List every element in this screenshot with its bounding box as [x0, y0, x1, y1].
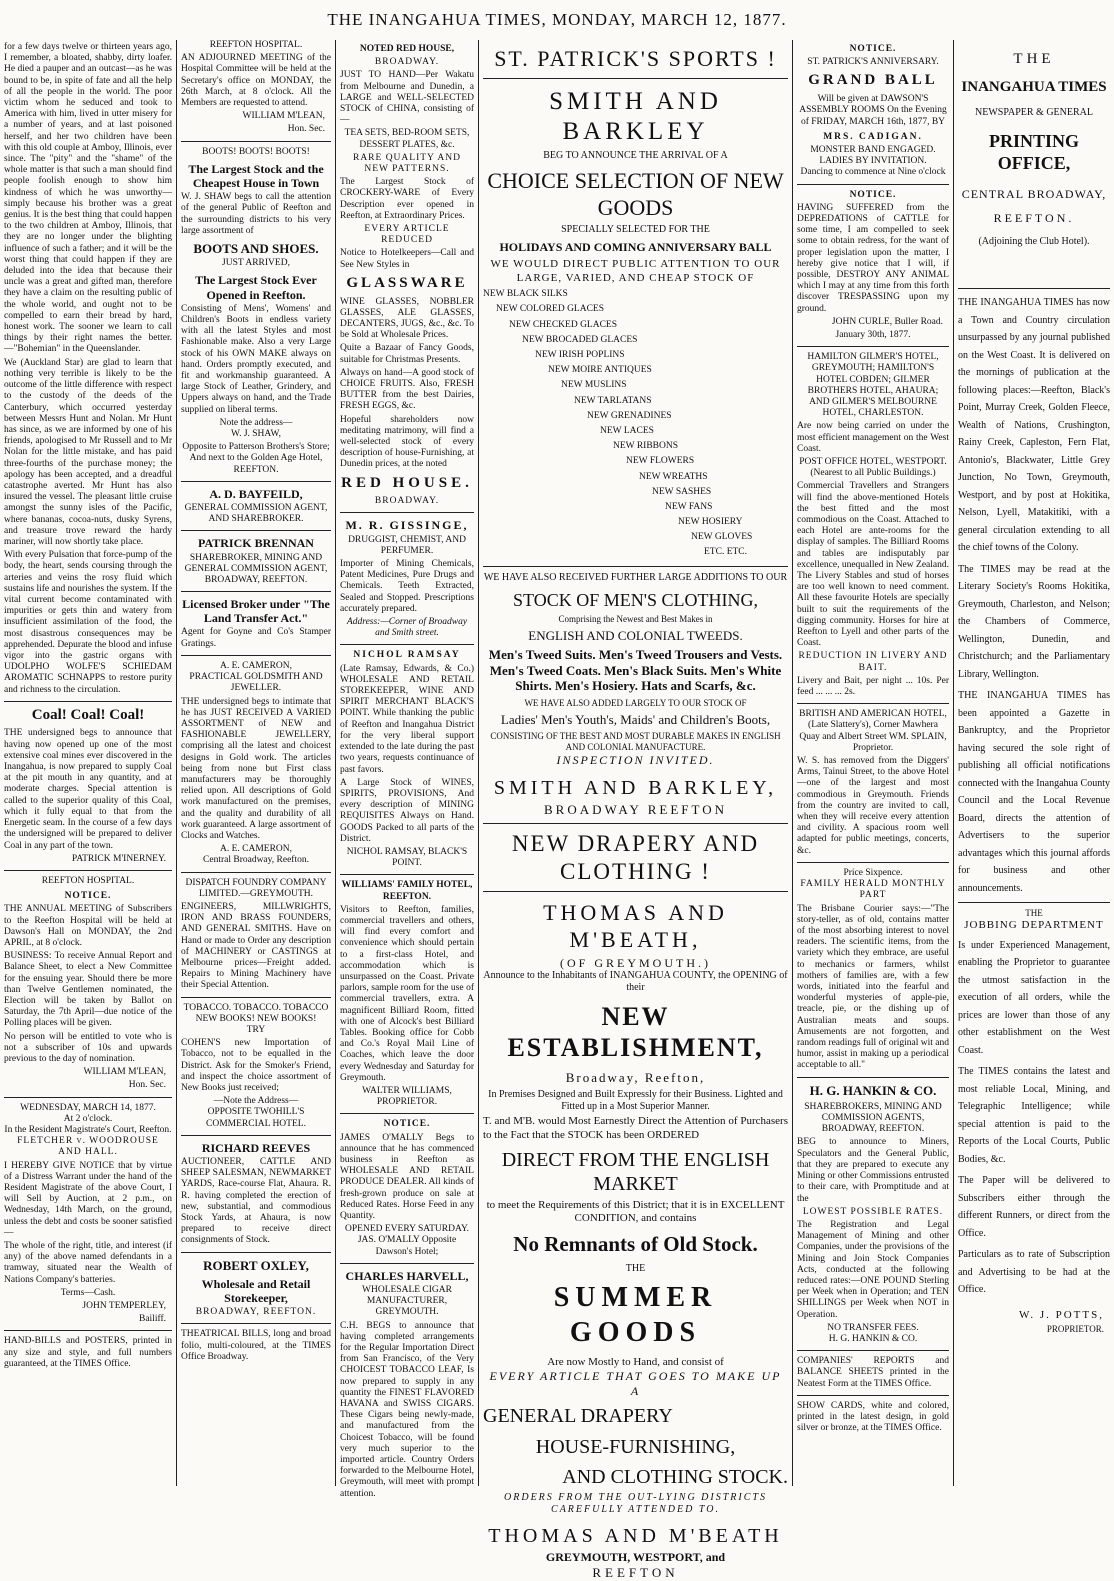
divider — [797, 1395, 949, 1396]
ad-text: A Large Stock of WINES, SPIRITS, PROVISIONS, And every description of MINING REQUISITES Always on Hand. GOODS Packed to all parts of the District. — [340, 777, 474, 844]
goods-list-item: NEW BROCADED GLACES — [522, 334, 638, 345]
date-heading: WEDNESDAY, MARCH 14, 1877. — [20, 1102, 156, 1113]
article-text: for a few days twelve or thirteen years ago, I remember, a bloated, shabby, dirty loafer. He died a pauper and an outcast—as he was bound to be, in spite of fate and all the help of all the people in the world. The poor victim whom he seduced and took to America with him, lived in utter misery for a number of years, and at last poisoned herself, and her two children have been with this old couple at Amboy, Illinois, ever since. The "pity" and the "shame" of the whole matter is that such a man should find people foolish enough to show him kindness of which he was unworthy—simply because his brother was a great genius. It is the best thing that could happen to the two children at Amboy, Illinois, that they are no longer under the blighting influence of such a father; and it will be the worst thing that could happen if they are deluded into the idea that because their uncle was a great and gifted man, therefore they have a claim on the resulting public of the whole world, and ought not to be compelled to earn their bread by hard, honest work. The sooner we learn to call things by their right names the better.—"Bohemian" in the Queenslander. — [4, 42, 172, 355]
ad-heading: NEW BOOKS! NEW BOOKS! — [195, 1013, 317, 1024]
divider — [181, 591, 331, 592]
ad-text: TEA SETS, BED-ROOM SETS, DESSERT PLATES, &c. — [344, 128, 470, 150]
ad-text: BROADWAY, REEFTON. — [195, 1307, 317, 1318]
ad-text: In Premises Designed and Built Expressly for their Business. Lighted and Fitted up in a Most Superior Manner. — [488, 1088, 783, 1113]
goods-list-item: ETC. ETC. — [704, 547, 748, 558]
divider — [797, 346, 949, 347]
ad-text: GENERAL COMMISSION AGENT, AND SHAREBROKER. — [184, 503, 328, 525]
ad-text: WHOLESALE CIGAR MANUFACTURER, GREYMOUTH. — [362, 1284, 452, 1318]
ad-text: JUST ARRIVED, — [222, 258, 290, 269]
article-text: We (Auckland Star) are glad to learn that nothing very terrible is likely to be the outcome of the little difference with respect to the custody of the deeds of the Canterbury, which occurred yesterday between Messrs Hunt and Nolan. Mr Hunt has since, as we are informed by one of his friends, apologised to Mr Russell and to Mr Nolan for the little mistake, and has paid three-fourths of the purchase money; the apology has been accepted, and a dreadful catastrophe averted. Mr Hunt has also insured the vessel. The pleasant little cruise amongst the sunny isles of the Pacific, where bananas, cocoa-nuts, dusky Syrens, and treasure trove reward the hardy mariner, will now shortly take place. — [4, 357, 172, 547]
ad-text: —Note the Address— — [213, 1096, 299, 1107]
ad-text: Notice to Hotelkeepers—Call and See New Styles in — [340, 248, 474, 270]
ad-heading: The Largest Stock Ever Opened in Reefton. — [195, 273, 317, 302]
ad-heading: Coal! Coal! Coal! — [31, 706, 145, 723]
ad-heading: WILLIAMS' FAMILY HOTEL, REEFTON. — [341, 880, 473, 902]
ad-text: RARE QUALITY AND NEW PATTERNS. — [352, 152, 461, 175]
divider — [797, 184, 949, 185]
ad-text: The Registration and Legal Management of Mining and other Companies, under the provisions of the Mining and Join Stock Companies Acts, conducted at the following reduced rates:—ONE POUND Sterling per Week when in Operation; and TEN SHILLINGS per Week when NOT in Operation. — [797, 1219, 949, 1320]
ad-text: EVERY ARTICLE THAT GOES TO MAKE UP A — [489, 1369, 782, 1398]
ad-text: (OF GREYMOUTH.) — [560, 955, 711, 970]
ad-text: THE — [625, 1263, 646, 1275]
ad-text: Note the address— — [219, 417, 293, 428]
ad-heading: Wholesale and Retail Storekeeper, — [201, 1276, 311, 1306]
ad-heading: NEW DRAPERY AND CLOTHING ! — [511, 830, 760, 884]
ad-heading: Licensed Broker under "The Land Transfer Act." — [182, 597, 330, 626]
ad-text: JAMES O'MALLY Begs to announce that he has commenced business in Reefton as WHOLESALE AND RETAIL PRODUCE DEALER. All kinds of fresh-grown produce on sale at Reduced Rates. Horse Feed in any Quantity. — [340, 1132, 474, 1222]
ad-text: W. S. has removed from the Diggers' Arms, Tainui Street, to the above Hotel—one of the largest and most commodious in Greymouth. Friends from the country are invited to call, when they will receive every attention and civility. A spacious room well adapted for public meetings, concerts, &c. — [797, 756, 949, 856]
signature: Hon. Sec. — [287, 124, 325, 135]
ad-heading: GLASSWARE — [346, 274, 468, 291]
divider — [4, 701, 172, 702]
signature: JOHN CURLE, Buller Road. — [831, 316, 943, 327]
ad-text: REEFTON — [592, 1565, 679, 1581]
signature: PROPRIETOR. — [1046, 1323, 1104, 1334]
ad-text: I HEREBY GIVE NOTICE that by virtue of a Distress Warrant under the hand of the Resident Magistrate of the above Court, I will Sell by Auction, at 2 p.m., on Wednesday, 14th March, on the ground, unless the debt and costs be sooner satisfied— — [4, 1160, 172, 1238]
signature: W. J. POTTS, — [1018, 1308, 1104, 1321]
ad-heading: CHARLES HARVELL, — [345, 1268, 469, 1283]
ad-text: REEFTON. — [993, 211, 1075, 226]
ad-text: CENTRAL BROADWAY, — [961, 186, 1107, 201]
divider — [181, 872, 331, 873]
divider — [4, 1330, 172, 1331]
ad-heading: DIRECT FROM THE ENGLISH MARKET — [501, 1149, 770, 1196]
paper-name: THE — [1013, 51, 1055, 67]
ad-text: Will be given at DAWSON'S ASSEMBLY ROOMS On the Evening of FRIDAY, MARCH 16th, 1877, BY — [799, 94, 947, 127]
ad-text: TRY — [246, 1024, 266, 1035]
goods-list-item: NEW RIBBONS — [613, 441, 679, 452]
signature: Hon. Sec. — [128, 1080, 166, 1091]
ad-heading: ENGLISH AND COLONIAL TWEEDS. — [528, 627, 743, 643]
divider — [958, 902, 1110, 903]
divider — [181, 997, 331, 998]
ad-heading: THOMAS AND M'BEATH — [488, 1525, 783, 1547]
ad-text: Comprising the Newest and Best Makes in — [558, 613, 713, 624]
ad-text: EVERY ARTICLE REDUCED — [364, 224, 450, 246]
ad-text: Particulars as to rate of Subscription and Advertising to be had at the Office. — [958, 1249, 1110, 1295]
ad-heading: No Remnants of Old Stock. — [513, 1231, 758, 1256]
goods-list-item: NEW FANS — [665, 501, 713, 512]
ad-heading: FAMILY HERALD MONTHLY PART — [800, 879, 946, 901]
divider — [797, 862, 949, 863]
ad-text: The Brisbane Courier says:—"The story-teller, as of old, contains matter of the most absorbing interest to novel readers. The scientific items, from the variety which they embrace, are useful to mechanics or farmers, whilst mothers of families are, with a few words, initiated into the fearful and wonderful mysteries of apple-pie, treacle, pie, or the dishing up of Australian meats and soups. Amusements are not forgotten, and random readings full of original wit and humor, assist in making up a periodical acceptable to all." — [797, 903, 949, 1071]
divider — [4, 1097, 172, 1098]
ad-text: HAND-BILLS and POSTERS, printed in any size and style, and full numbers guaranteed, at the TIMES Office. — [4, 1336, 172, 1369]
ad-text: In the Resident Magistrate's Court, Reefton. — [4, 1124, 172, 1135]
ad-text: Are now being carried on under the most efficient management on the West Coast. — [797, 421, 949, 454]
ad-text: OPENED EVERY SATURDAY. — [345, 1224, 469, 1235]
ad-heading: CHOICE SELECTION OF NEW GOODS — [487, 168, 784, 220]
goods-list-item: NEW FLOWERS — [626, 456, 695, 467]
divider — [340, 644, 474, 645]
divider — [797, 703, 949, 704]
ad-text: January 30th, 1877. — [835, 329, 911, 340]
divider — [181, 530, 331, 531]
ad-heading: BOOTS AND SHOES. — [193, 240, 319, 256]
ad-text: Are now Mostly to Hand, and consist of — [547, 1355, 724, 1368]
divider — [483, 823, 788, 824]
ad-heading: THOMAS AND M'BEATH, — [543, 899, 728, 952]
ad-heading: M. R. GISSINGE, — [345, 518, 469, 533]
ad-heading: SMITH AND BARKLEY — [549, 87, 722, 146]
ad-heading: H. G. HANKIN & CO. — [809, 1082, 937, 1098]
signature: Bailiff. — [138, 1314, 166, 1325]
ad-text: No person will be entitled to vote who is not a subscriber of 10s and upwards previous to the day of nomination. — [4, 1031, 172, 1064]
column-3 — [336, 40, 478, 1499]
ad-text: THE INANGAHUA TIMES has now a Town and Country circulation unsurpassed by any journal published on the West Coast. It is delivered on the mornings of publication at the following places:—Reefton, Black's Point, Murray Creek, Golden Fleece, Wealth of Nations, Crushington, Rainy Creek, Capleston, Fern Flat, Antonio's, Blackwater, Little Grey Junction, No Town, Greymouth, Westport, and by post at Hokitika, Nelson, Lyell, Matakitiki, with a general circulation extending to all the chief towns of the Colony. — [958, 297, 1110, 554]
ad-heading: STOCK OF MEN'S CLOTHING, — [513, 589, 758, 610]
ad-heading: SUMMER GOODS — [553, 1282, 718, 1348]
masthead: THE INANGAHUA TIMES, MONDAY, MARCH 12, 1877. — [327, 10, 787, 29]
goods-list-item: NEW WREATHS — [639, 471, 708, 482]
signature: W. J. SHAW, — [230, 429, 281, 440]
divider — [181, 481, 331, 482]
ad-text: Price Sixpence. — [843, 867, 903, 878]
ad-heading: BOOTS! BOOTS! BOOTS! — [202, 146, 310, 157]
ad-text: COMPANIES' REPORTS and BALANCE SHEETS printed in the Neatest Form at the TIMES Office. — [797, 1356, 949, 1389]
ad-text: Terms—Cash. — [60, 1287, 116, 1298]
ad-heading: ROBERT OXLEY, — [203, 1257, 309, 1273]
ad-text: AN ADJOURNED MEETING of the Hospital Committee will be held at the Secretary's office on MONDAY, the 26th March, at 8 o'clock. All the Members are requested to attend. — [181, 53, 331, 109]
ad-text: Men's Tweed Suits. Men's Tweed Trousers and Vests. Men's Tweed Coats. Men's Black Suits. Men's White Shirts. Men's Hosiery. Hats and Scarfs, &c. — [488, 646, 783, 694]
ad-heading: REDUCTION IN LIVERY AND BAIT. — [798, 651, 948, 673]
ad-text: Agent for Goyne and Co's Stamper Gratings. — [181, 627, 331, 649]
ad-text: THE — [1025, 908, 1043, 919]
ad-text: At 2 o'clock. — [63, 1113, 113, 1124]
article-text: With every Pulsation that force-pump of the body, the heart, sends coursing through the arteries and veins the rosy fluid which sustains life and nourishes the system. If the vital current become contaminated with impurities or gets thin and watery from insufficient assimilation of the food, the most disastrous consequences may be apprehended. Depurate the blood and infuse vigor into the gastric organs with UDOLPHO WOLFE'S SCHIEDAM AROMATIC SCHNAPPS to restore purity and richness to the circulation. — [4, 550, 172, 695]
ad-text: Livery and Bait, per night ... 10s. Per feed ... ... ... 2s. — [797, 675, 949, 698]
signature: NICHOL RAMSAY, BLACK'S POINT. — [346, 846, 468, 869]
ad-text: BROADWAY REEFTON — [544, 802, 727, 817]
column-2 — [177, 40, 335, 1486]
divider — [181, 141, 331, 142]
ad-heading: JOBBING DEPARTMENT — [964, 919, 1104, 932]
ad-heading: REEFTON HOSPITAL. — [209, 40, 303, 50]
divider — [340, 1113, 474, 1114]
signature: A. E. CAMERON, — [219, 844, 293, 855]
ad-text: GREYMOUTH, WESTPORT, and — [545, 1550, 726, 1565]
ad-heading: A. D. BAYFEILD, — [209, 486, 303, 501]
ad-heading: NOTICE. — [383, 1119, 431, 1130]
divider — [483, 566, 788, 567]
ad-heading: HAMILTON GILMER'S HOTEL, GREYMOUTH; HAMILTON'S HOTEL COBDEN; GILMER BROTHERS HOTEL, AHAURA; AND GILMER'S MELBOURNE HOTEL, CHARLESTON. — [807, 352, 939, 419]
paper-name: INANGAHUA TIMES — [961, 79, 1107, 96]
ad-text: ST. PATRICK'S ANNIVERSARY. — [807, 57, 939, 68]
divider — [340, 512, 474, 513]
goods-list-item: NEW COLORED GLACES — [496, 304, 605, 315]
ad-text: Hopeful shareholders now meditating matrimony, will find a well-selected stock of every description of house-Furnishing, at Dunedin prices, at the noted — [340, 414, 474, 470]
ad-heading: HOLIDAYS AND COMING ANNIVERSARY BALL — [499, 239, 772, 254]
ad-heading: AND CLOTHING STOCK. — [562, 1466, 788, 1489]
column-1 — [0, 40, 176, 1486]
ad-text: LOWEST POSSIBLE RATES. — [802, 1206, 944, 1217]
column-6 — [954, 40, 1114, 1486]
ad-text: LADIES BY INVITATION. — [819, 156, 927, 167]
signature: JAS. O'MALLY Opposite Dawson's Hotel; — [357, 1235, 457, 1257]
ad-heading: ST. PATRICK'S SPORTS ! — [494, 46, 777, 71]
ad-heading: NEW ESTABLISHMENT, — [507, 1001, 764, 1063]
column-5 — [793, 40, 953, 1486]
ad-text: Visitors to Reefton, families, commercial travellers and others, will find every comfort and convenience which should pertain to a first-class Hotel, and accommodation which is unsurpassed on the Coast. Private parlors, sample room for the use of commercial travellers, extra. A magnificent Billiard Room, fitted with one of Alcock's best Billiard Tables. Booking office for Cobb and Co.'s Royal Mail Line of Coaches, which leave the door every Wednesday and Saturday for Greymouth. — [340, 904, 474, 1083]
goods-list-item: NEW SASHES — [652, 486, 712, 497]
ad-text: COHEN'S new Importation of Tobacco, not to be equalled in the District. Ask for the Smoker's Friend, and inspect the choice assortment of New Books just received; — [181, 1038, 331, 1093]
ad-text: to meet the Requirements of this District; that it is in EXCELLENT CONDITION, and contains — [486, 1198, 785, 1225]
ad-text: Commercial Travellers and Strangers will find the above-mentioned Hotels the best fitted and the most commodious on the Coast. Attached to each Hotel are ante-rooms for the display of samples. The Billiard Rooms and tables are indisputably par excellence, unequalled in New Zealand. The Livery Stables and stud of horses are too well known to need comment. All these favourite Hotels are specially built to suit the requirements of the digging community. Horses for hire at Reefton to Lyell and other parts of the Coast. — [797, 481, 949, 649]
goods-list — [483, 287, 788, 560]
ad-text: WE HAVE ALSO ADDED LARGELY TO OUR STOCK OF — [524, 698, 747, 709]
ad-heading: GENERAL DRAPERY — [483, 1405, 673, 1428]
divider — [797, 1350, 949, 1351]
divider — [181, 1252, 331, 1253]
ad-text: NEWSPAPER & GENERAL — [975, 106, 1093, 118]
ad-heading: BRITISH AND AMERICAN HOTEL, (Late Slattery's), Corner Mawhera Quay and Albert Street WM. SPLAIN, Proprietor. — [799, 709, 947, 753]
signature: WALTER WILLIAMS, PROPRIETOR. — [362, 1085, 452, 1108]
ad-text: INSPECTION INVITED. — [556, 752, 715, 767]
ad-text: T. and M'B. would Most Earnestly Direct the Attention of Purchasers to the Fact that the STOCK has been ORDERED — [483, 1115, 788, 1141]
ad-text: WINE GLASSES, NOBBLER GLASSES, ALE GLASSES, DECANTERS, JUGS, &c., &c. To be Sold at Wholesale Prices. — [340, 296, 474, 341]
ad-text: Dancing to commence at Nine o'clock — [800, 167, 946, 178]
signature: JOHN TEMPERLEY, — [82, 1301, 166, 1312]
ad-text: The Largest Stock of CROCKERY-WARE of Every Description ever opened in Reefton, at Extraordinary Prices. — [340, 177, 474, 221]
ad-heading: POST OFFICE HOTEL, WESTPORT. (Nearest to all Public Buildings.) — [799, 456, 947, 479]
ad-heading: NOTICE. — [64, 891, 112, 902]
goods-list-item: NEW HOSIERY — [678, 517, 743, 528]
ad-text: THEATRICAL BILLS, long and broad folio, multi-coloured, at the TIMES Office Broadway. — [181, 1329, 331, 1362]
column-4 — [479, 40, 792, 1581]
goods-list-item: NEW BLACK SILKS — [483, 289, 568, 300]
divider — [340, 874, 474, 875]
goods-list-item: NEW TARLATANS — [574, 395, 652, 406]
signature: WILLIAM M'LEAN, — [83, 1067, 166, 1078]
ad-heading: HOUSE-FURNISHING, — [535, 1435, 736, 1458]
ad-heading: DRUGGIST, CHEMIST, AND PERFUMER. — [348, 534, 466, 556]
goods-list-item: NEW LACES — [600, 425, 654, 436]
ad-text: Importer of Mining Chemicals, Patent Medicines, Pure Drugs and Chemicals. Teeth Extracted, Sealed and Stopped. Prescriptions accurately prepared. — [340, 559, 474, 614]
ad-text: SHOW CARDS, white and colored, printed in the latest design, in gold silver or bronze, at the TIMES Office. — [797, 1400, 949, 1434]
ad-text: (Adjoining the Club Hotel). — [978, 235, 1090, 247]
ad-heading: The Largest Stock and the Cheapest House in Town — [188, 161, 324, 190]
ad-text: JUST TO HAND—Per Wakatu from Melbourne and Dunedin, a LARGE and WELL-SELECTED STOCK of CHINA, consisting of— — [340, 70, 474, 126]
divider — [181, 655, 331, 656]
ad-heading: GRAND BALL — [808, 72, 938, 89]
goods-list-item: NEW GLOVES — [691, 532, 753, 543]
ad-text: FLETCHER v. WOODROUSE AND HALL. — [17, 1136, 159, 1158]
goods-list-item: NEW MOIRE ANTIQUES — [548, 365, 652, 376]
ad-text: ENGINEERS, MILLWRIGHTS, IRON AND BRASS FOUNDERS, AND GENERAL SMITHS. Have on Hand or made to Order any description of MACHINERY or CASTINGS at Melbourne prices—Freight added. Repairs to Mining Machinery have their Special Attention. — [181, 901, 331, 991]
ad-heading: PRINTING OFFICE, — [988, 130, 1079, 173]
signature: H. G. HANKIN & CO. — [828, 1333, 918, 1344]
goods-list-item: NEW IRISH POPLINS — [535, 350, 625, 361]
ad-heading: NOTED RED HOUSE, — [359, 44, 455, 54]
divider — [958, 288, 1110, 289]
ad-text: The whole of the right, title, and interest (if any) of the above named defendants in a tramway, situated near the Wealth of Nations Company's batteries. — [4, 1241, 172, 1285]
ad-text: NO TRANSFER FEES. — [827, 1322, 919, 1333]
ad-text: Is under Experienced Management, enabling the Proprietor to guarantee the utmost satisfaction in the execution of all orders, while the prices are lower than those of any other establishment on the West Coast. — [958, 939, 1110, 1056]
goods-list-item: NEW GRENADINES — [587, 410, 672, 421]
ad-heading: A. E. CAMERON, — [219, 660, 293, 671]
divider — [483, 891, 788, 892]
ad-heading: MRS. CADIGAN. — [823, 131, 923, 142]
ad-text: THE undersigned begs to intimate that he has JUST RECEIVED A VARIED ASSORTMENT of NEW and FASHIONABLE JEWELLERY, comprising all the latest and choicest designs in Gold work. The articles being from none but First class manufacturers may be thoroughly relied upon. All descriptions of Gold work manufactured on the premises, and the quality and durability of all work guaranteed. A large assortment of Clocks and Watches. — [181, 696, 331, 841]
ad-text: HAVING SUFFERED from the DEPREDATIONS of CATTLE for some time, I am compelled to seek some to obtain redress, for the want of proper legislation upon the matter, I hereby give notice that I will, if possible, DESTROY ANY ANIMAL which I may at any time from this forth discover TRESPASSING upon my ground. — [797, 202, 949, 314]
divider — [181, 1323, 331, 1324]
divider — [4, 870, 172, 871]
divider — [340, 1263, 474, 1264]
ad-text: BEG to announce to Miners, Speculators and the General Public, that they are prepared to execute any Mining or other Commissions entrusted to their care, with Promptitude and at the — [797, 1137, 949, 1204]
ad-text: AUCTIONEER, CATTLE AND SHEEP SALESMAN, NEWMARKET YARDS, Race-course Flat, Ahaura. R. R. having completed the erection of new, substantial, and commodious Stock Yards, at Ahaura, is now prepared to receive direct consignments of Stock. — [181, 1156, 331, 1246]
ad-text: WE WOULD DIRECT PUBLIC ATTENTION TO OUR LARGE, VARIED, AND CHEAP STOCK OF — [490, 258, 781, 284]
ad-text: BROADWAY. — [374, 496, 440, 507]
divider — [181, 1135, 331, 1136]
ad-text: THE undersigned begs to announce that having now opened up one of the most extensive coal mines ever discovered in the Inangahua, is now prepared to supply Coal at the pit mouth in any quantity, and at moderate charges. Special attention is called to the superior quality of this Coal, which it fully equal to that from the Energetic seam. In the course of a few days the undersigned will be prepared to deliver Coal in any part of the town. — [4, 728, 172, 851]
ad-text: CONSISTING OF THE BEST AND MOST DURABLE MAKES IN ENGLISH AND COLONIAL MANUFACTURE. — [490, 731, 781, 753]
ad-heading: REEFTON HOSPITAL. — [41, 875, 135, 886]
ad-text: ORDERS FROM THE OUT-LYING DISTRICTS CAREFULLY ATTENDED TO. — [504, 1491, 767, 1515]
signature: WILLIAM M'LEAN, — [242, 111, 325, 122]
ad-text: Announce to the Inhabitants of INANGAHUA COUNTY, the OPENING of their — [483, 970, 788, 994]
ad-text: THE ANNUAL MEETING of Subscribers to the Reefton Hospital will be held at Dawson's Hall on MONDAY, the 2nd APRIL, at 8 o'clock. — [4, 904, 172, 948]
ad-text: W. J. SHAW begs to call the attention of the general Public of Reefton and the surrounding districts to his very large assortment of — [181, 192, 331, 236]
goods-list-item: NEW MUSLINS — [561, 380, 627, 391]
ad-text: OPPOSITE TWOHILL'S COMMERCIAL HOTEL. — [206, 1107, 306, 1129]
ad-heading: PRACTICAL GOLDSMITH AND JEWELLER. — [189, 672, 323, 694]
divider — [483, 78, 788, 79]
ad-text: WE HAVE ALSO RECEIVED FURTHER LARGE ADDITIONS TO OUR — [483, 571, 788, 583]
ad-heading: TOBACCO. TOBACCO. TOBACCO — [183, 1002, 329, 1013]
ad-heading: DISPATCH FOUNDRY COMPANY LIMITED.—GREYMOUTH. — [185, 877, 327, 899]
ad-heading: RED HOUSE. — [341, 474, 473, 491]
ad-text: SHAREBROKER, MINING AND GENERAL COMMISSION AGENT, BROADWAY, REEFTON. — [184, 552, 328, 585]
ad-text: Quite a Bazaar of Fancy Goods, suitable for Christmas Presents. — [340, 343, 474, 365]
ad-heading: NOTICE. — [849, 189, 897, 200]
ad-text: BROADWAY. — [374, 57, 440, 68]
ad-text: Always on hand—A good stock of CHOICE FRUITS. Also, FRESH BUTTER from the best Dairies, FRESH EGGS, &c. — [340, 367, 474, 412]
ad-text: BUSINESS: To receive Annual Report and Balance Sheet, to elect a New Committee for the ensuing year. Should there be more than Twelve Gentlemen nominated, the Election will be taken by Ballot on Saturday, the 7th April—due notice of the Polling places will be given. — [4, 951, 172, 1029]
ad-text: SHAREBROKERS, MINING AND COMMISSION AGENTS, BROADWAY, REEFTON. — [804, 1101, 942, 1135]
ad-text: SPECIALLY SELECTED FOR THE — [561, 223, 710, 235]
ad-text: (Late Ramsay, Edwards, & Co.) WHOLESALE AND RETAIL STOREKEEPER, WINE AND SPIRIT MERCHANT BLACK'S POINT. While thanking the public of Reefton and Inangahua District for the very liberal support extended to the late during the past two years, requests continuance of past favors. — [340, 663, 474, 775]
ad-text: MONSTER BAND ENGAGED. — [810, 144, 936, 155]
ad-text: BEG TO ANNOUNCE THE ARRIVAL OF A — [543, 149, 728, 161]
ad-heading: PATRICK BRENNAN — [198, 536, 314, 551]
ad-text: The Paper will be delivered to Subscribers either through the different Runners, or direct from the Office. — [958, 1175, 1110, 1239]
ad-text: The TIMES contains the latest and most reliable Local, Mining, and Telegraphic Intelligence; while special attention is paid to the Reports of the Local Courts, Public Bodies, &c. — [958, 1066, 1110, 1165]
ad-heading: NOTICE. — [849, 44, 897, 54]
signature: Central Broadway, Reefton. — [203, 855, 309, 866]
ad-heading: RICHARD REEVES — [201, 1140, 311, 1155]
ad-text: Consisting of Mens', Womens' and Children's Boots in endless variety with all the latest Styles and most Fashionable make. Also a very Large stock of his OWN MAKE always on hand. Orders promptly executed, and fit and workmanship guaranteed. A large Stock of Leather, Grindery, and Uppers always on hand, and the Trade supplied on liberal terms. — [181, 303, 331, 415]
ad-text: Address:—Corner of Broadway and Smith street. — [346, 617, 468, 639]
ad-text: Broadway, Reefton, — [565, 1070, 706, 1086]
ad-text: THE INANGAHUA TIMES has been appointed a Gazette in Bankruptcy, and the Proprietor having secured the sole right of publishing all official notifications connected with the Inangahua County Council and the Local Revenue Board, directs the attention of Advertisers to the superior advantages which this journal affords for business and other announcements. — [958, 690, 1110, 894]
ad-heading: SMITH AND BARKLEY, — [493, 776, 778, 799]
ad-text: The TIMES may be read at the Literary Society's Rooms Hokitika, Greymouth, Charleston, and Nelson; the Chambers of Commerce, Wellington, Dunedin, and Christchurch; and the Parliamentary Library, Wellington. — [958, 563, 1110, 680]
ad-heading: NICHOL RAMSAY — [353, 650, 461, 661]
goods-list-item: NEW CHECKED GLACES — [509, 319, 618, 330]
divider — [797, 1077, 949, 1078]
ad-text: Opposite to Patterson Brothers's Store; And next to the Golden Age Hotel, REEFTON. — [182, 442, 330, 475]
signature: PATRICK M'INERNEY. — [71, 853, 166, 864]
ad-text: C.H. BEGS to announce that having completed arrangements for the Regular Importation Direct from San Francisco, of the Very CHOICEST TOBACCO LEAF, Is now prepared to supply in any quantity the FINEST FLAVORED HAVANA and SWISS CIGARS. These Cigars being newly-made, and manufactured from the Choicest Tobacco, will be found very much superior to the imported article. Country Orders forwarded to the Melbourne Hotel, Greymouth, will meet with prompt attention. — [340, 1320, 474, 1499]
ad-heading: Ladies' Men's Youth's, Maids' and Children's Boots, — [500, 712, 771, 728]
